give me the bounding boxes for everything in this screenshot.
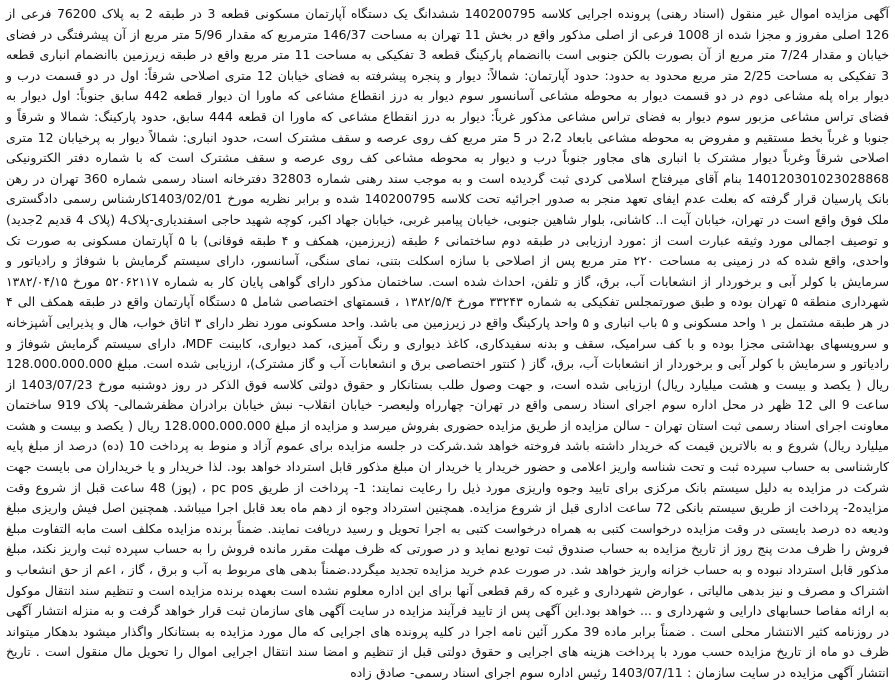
auction-notice-text: آگهی مزایده اموال غیر منقول (اسناد رهنی) پرونده اجرایی کلاسه 140200795 ششدانگ یک دستگاه آپارتمان مسکونی قطعه 3 در طبقه 2 به پلاک 76200 فرعی از 126 اصلی مفروز و مجزا شده از 1008 فرعی از اصلی مذکور واقع در بخش 11 تهران به مساحت 146/37 مترمربع که مقدار 5/96 متر مربع از آن پیشرفتگی در فضای خیابان و مقدار 7/24 متر مربع از آن بصورت بالکن جنوبی است باانضمام پارکینگ قطعه 3 تفکیکی به مساحت 11 متر مربع واقع در طبقه زیرزمین باانضمام انباری قطعه 3 تفکیکی به مساحت 2/25 متر مربع محدود به حدود: حدود آپارتمان: شمالاً: دیوار و پنجره پیشرفته به فضای خیابان 12 متری اصلاحی شرقاً: اول در دو قسمت درب و دیوار براه پله مشاعی دوم در دو قسمت دیوار به محوطه مشاعی آسانسور سوم دیوار به درز انقطاع مشاعی که ماورا ان دیوار قطعه 442 سابق جنوباً: اول دیوار به فضای تراس مشاعی مزبور سوم دیوار به فضای تراس مشاعی مذکور غرباً: دیوار به درز انقطاع مشاعی که ماورا ان قطعه 444 سابق، حدود پارکینگ: شمالا و شرقاً و جنوبا و غرباً بخط مستقیم و مفروض به محوطه مشاعی بابعاد 2،2 در 5 متر مربع کف روی عرصه و سقف مشترک است، حدود انباری: شمالاً دیوار به پرخیابان 12 متری اصلاحی شرقاً وغرباً دیوار مشترک با انباری های مجاور جنوباً درب و دیوار به محوطه مشاعی کف روی عرصه و سقف مشترک است که با شماره دفتر الکترونیکی 140120301023028868 بنام آقای میرفتاح اسلامی کردی ثبت گردیده است و به موجب سند رهنی شماره 32803 دفترخانه اسناد رسمی شماره 360 تهران در رهن بانک پارسیان قرار گرفته که بعلت عدم ایفای تعهد منجر به صدور اجرائیه تحت کلاسه 140200795 شده و برابر نظریه مورخ 1403/02/01کارشناس رسمی دادگستری ملک فوق واقع است در تهران، خیابان آیت ا.. کاشانی، بلوار شاهین جنوبی، خیابان پیامبر غربی، خیابان جهاد اکبر، کوچه شهید حاجی اسفندیاری-پلاک4 (پلاک 4 قدیم 2جدید) و توصیف اجمالی مورد وثیقه عبارت است از :مورد ارزیابی در طبقه دوم ساختمانی ۶ طبقه (زیرزمین، همکف و ۴ طبقه فوقانی) با ۵ آپارتمان مسکونی به صورت تک واحدی، واقع شده که در زمینی به مساحت ۲۲۰ متر مربع پس از اصلاحی با سازه اسکلت بتنی، نمای سنگی، آسانسور، دارای سیستم گرمایش با شوفاژ و رادیاتور و سرمایش با کولر آبی و برخوردار از انشعابات آب، برق، گاز و تلفن، احداث شده است. ساختمان مذکور دارای گواهی پایان کار به شماره ۵۲۰۶۲۱۱۷ مورخ ۱۳۸۲/۰۴/۱۵ شهرداری منطقه ۵ تهران بوده و طبق صورتمجلس تفکیکی به شماره ۳۳۲۴۳ مورخ ۱۳۸۲/۵/۴ ، قسمتهای اختصاصی شامل ۵ دستگاه آپارتمان واقع در طبقه همکف الی ۴ در هر طبقه مشتمل بر ۱ واحد مسکونی و ۵ باب انباری و ۵ واحد پارکینگ واقع در زیرزمین می باشد. واحد مسکونی مورد نظر دارای ۳ اتاق خواب، هال و پذیرایی آشپزخانه و سرویسهای بهداشتی مجزا بوده و با کف سرامیک، سقف و بدنه سفیدکاری، کاغذ دیواری و رنگ آمیزی، کمد دیواری، کابینت MDF، دارای سیستم گرمایش شوفاژ و رادیاتور و سرمایش با کولر آبی و برخوردار از انشعابات آب، برق، گاز ( کنتور اختصاصی برق و انشعابات آب و گاز مشترک)، ارزیابی شده است. مبلغ 128.000.000.000 ریال ( یکصد و بیست و هشت میلیارد ریال) ارزیابی شده است، و جهت وصول طلب بستانکار و حقوق دولتی کلاسه فوق الذکر در روز دوشنبه مورخ 1403/07/23 از ساعت 9 الی 12 ظهر در محل اداره سوم اجرای اسناد رسمی واقع در تهران- چهارراه ولیعصر- خیابان انقلاب- نبش خیابان برادران مظفرشمالی- پلاک 919 ساختمان معاونت اجرای اسناد رسمی ثبت استان تهران - سالن مزایده از طریق مزایده حضوری بفروش میرسد و مزایده از مبلغ 128.000.000.000 ریال ( یکصد و بیست و هشت میلیارد ریال) شروع و به بالاترین قیمت که خریدار داشته باشد فروخته خواهد شد.شرکت در جلسه مزایده برای عموم آزاد و منوط به پرداخت 10 (ده) درصد از مبلغ پایه کارشناسی به حساب سپرده ثبت و تحت شناسه واریز اعلامی و حضور خریدار یا خریدار ان مبلغ مذکور قابل استرداد خواهد بود. لذا خریدار و یا خریداران می بایست جهت شرکت در مزایده به دلیل سیستم بانک مرکزی برای تایید وجوه واریزی مورد ذیل را رعایت نمایند: 1- پرداخت از طریق pc pos ، (پوز) 48 ساعت قبل از شروع وقت مزایده2- پرداخت از طریق سیستم بانکی 72 ساعت اداری قبل از شروع مزایده. همچنین استرداد وجوه از دهم ماه بعد قابل اجرا میباشد. همچنین اصل فیش واریزی مبلغ ودیعه ده درصد بایستی در وقت مزایده درخواست کتبی به همراه درخواست کتبی به اجرا تحویل و رسید دریافت نمایند. ضمناً برنده مزایده مکلف است مابه التفاوت مبلغ فروش را ظرف مدت پنج روز از تاریخ مزایده به حساب صندوق ثبت تودیع نماید و در صورتی که ظرف مهلت مقرر مانده فروش را به حساب سپرده ثبت واریز نکند، مبلغ مذکور قابل استرداد نبوده و به حساب خزانه واریز خواهد شد. در صورت عدم خرید مزایده تجدید میگردد.ضمناً بدهی های مربوط به آب و برق ، گاز ، اعم از حق انشعاب و اشتراک و مصرف و نیز بدهی مالیاتی ، عوارض شهرداری و غیره که رقم قطعی آنها برای این اداره معلوم نشده است بعهده برنده مزایده است و تنظیم سند انتقال موکول به ارائه مفاصا حسابهای دارایی و شهرداری و ... خواهد بود.این آگهی پس از تایید فرآیند مزایده در سایت آگهی های سازمان ثبت قرار خواهد گرفت و به منزله انتشار آگهی در روزنامه کثیر الانتشار محلی است . ضمناً برابر ماده 39 مکرر آئین نامه اجرا در کلیه پرونده های اجرایی که مال مورد مزایده به بستانکار واگذار میشود بدهکار میتواند ظرف دو ماه از تاریخ مزایده حسب مورد با پرداخت هزینه های اجرایی و حقوق دولتی قبل از تنظیم و امضا سند انتقال اجرایی اموال را تحویل مال منقول است . تاریخ انتشار آگهی مزایده در سایت سازمان : 1403/07/11 رئیس اداره سوم اجرای اسناد رسمی- صادق زاده (6, 6, 890, 680)
